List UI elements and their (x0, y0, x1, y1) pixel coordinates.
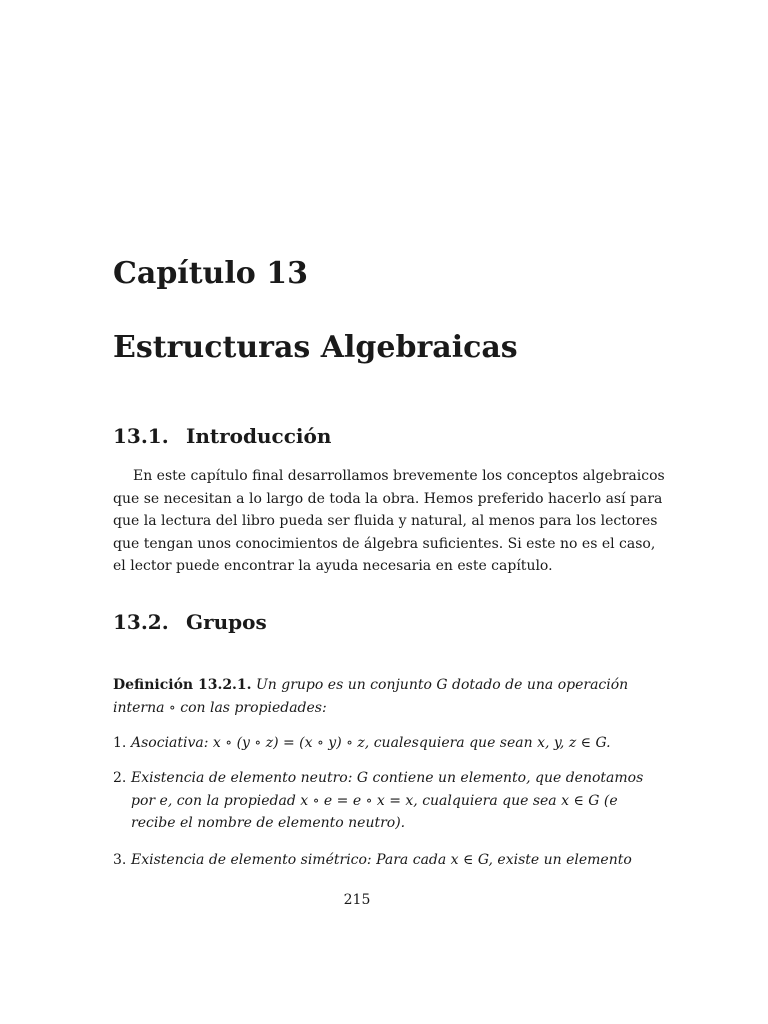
paragraph-line: que se necesitan a lo largo de toda la obra. Hemos preferido hacerlo así para (113, 490, 663, 507)
paragraph-line: En este capítulo final desarrollamos brevemente los conceptos algebraicos (133, 468, 665, 484)
section-title: Introducción (186, 424, 332, 448)
item-line: Existencia de elemento neutro: G contiene un elemento, que denotamos (131, 770, 644, 786)
list-item (113, 767, 644, 835)
paragraph-line: que tengan unos conocimientos de álgebra suficientes. Si este no es el caso, (113, 535, 656, 552)
section-title: Grupos (186, 610, 267, 634)
book-page (113, 0, 665, 1024)
item-line: por e, con la propiedad x ∘ e = e ∘ x = x, cualquiera que sea x ∈ G (e (131, 792, 618, 809)
item-number: 3. (113, 852, 127, 868)
definition-line: interna ∘ con las propiedades: (113, 699, 327, 716)
paragraph-line: el lector puede encontrar la ayuda necesaria en este capítulo. (113, 558, 553, 574)
chapter-label: Capítulo 13 (113, 256, 308, 291)
intro-paragraph (113, 465, 665, 578)
definition-block (113, 674, 629, 719)
page-number: 215 (343, 892, 371, 908)
section-heading-introduccion (113, 422, 331, 450)
item-line: recibe el nombre de elemento neutro). (131, 815, 406, 831)
list-item (113, 732, 611, 755)
item-number: 1. (113, 735, 127, 751)
paragraph-line: que la lectura del libro pueda ser fluida y natural, al menos para los lectores (113, 513, 658, 529)
section-heading-grupos (113, 608, 267, 636)
definition-line (113, 674, 629, 697)
item-number: 2. (113, 770, 127, 786)
section-number: 13.1. (113, 424, 169, 448)
chapter-title: Estructuras Algebraicas (113, 330, 518, 365)
item-line: Asociativa: x ∘ (y ∘ z) = (x ∘ y) ∘ z, cualesquiera que sean x, y, z ∈ G. (131, 735, 611, 751)
item-line: Existencia de elemento simétrico: Para cada x ∈ G, existe un elemento (131, 852, 632, 868)
definition-head: Definición 13.2.1. (113, 677, 252, 693)
definition-text: Un grupo es un conjunto G dotado de una operación (256, 677, 629, 693)
list-item (113, 849, 632, 872)
section-number: 13.2. (113, 610, 169, 634)
